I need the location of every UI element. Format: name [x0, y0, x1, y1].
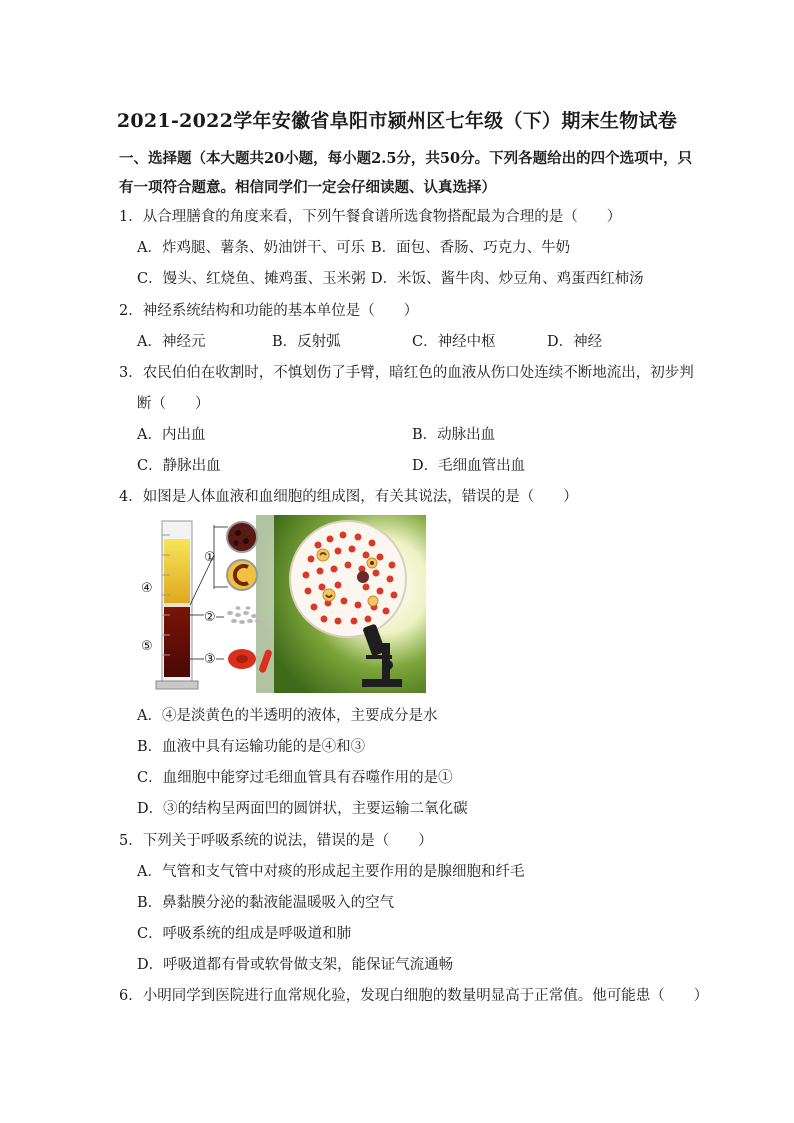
question-3-stem-line1: 3．农民伯伯在收割时，不慎划伤了手臂，暗红色的血液从伤口处连续不断地流出，初步判: [119, 365, 694, 381]
figure-label-2-text: ②: [204, 610, 216, 625]
figure-label-4-text: ④: [141, 581, 153, 596]
figure-label-5-text: ⑤: [141, 639, 153, 654]
question-3-option-a: A．内出血: [137, 427, 206, 443]
question-1-option-a: A．炸鸡腿、薯条、奶油饼干、可乐: [137, 240, 365, 256]
question-4-stem: 4．如图是人体血液和血细胞的组成图，有关其说法，错误的是（ ）: [119, 489, 578, 505]
question-3-option-c: C．静脉出血: [137, 458, 221, 474]
question-4-option-d: D．③的结构呈两面凹的圆饼状，主要运输二氧化碳: [137, 801, 468, 817]
question-2-option-a: A．神经元: [137, 334, 206, 350]
question-6-stem: 6．小明同学到医院进行血常规化验，发现白细胞的数量明显高于正常值。他可能患（ ）: [119, 988, 709, 1004]
section-heading-line1: 一、选择题（本大题共20小题，每小题2.5分，共50分。下列各题给出的四个选项中，只: [119, 150, 693, 167]
question-3-option-b: B．动脉出血: [412, 427, 496, 443]
question-5-option-b: B．鼻黏膜分泌的黏液能温暖吸入的空气: [137, 895, 395, 911]
figure-label-1-text: ①: [204, 550, 216, 565]
question-4-option-a: A．④是淡黄色的半透明的液体，主要成分是水: [137, 708, 438, 724]
figure-label-3-text: ③: [204, 652, 216, 667]
question-1-option-d: D．米饭、酱牛肉、炒豆角、鸡蛋西红柿汤: [371, 271, 644, 287]
question-4-option-b: B．血液中具有运输功能的是④和③: [137, 739, 366, 755]
question-4-option-c: C．血细胞中能穿过毛细血管具有吞噬作用的是①: [137, 770, 453, 786]
label-connectors: [190, 525, 228, 659]
question-2-option-d: D．神经: [547, 334, 603, 350]
question-2-option-b: B．反射弧: [272, 334, 341, 350]
question-3-stem-line2: 断（ ）: [137, 396, 210, 412]
question-5-option-a: A．气管和支气管中对痰的形成起主要作用的是腺细胞和纤毛: [137, 864, 525, 880]
question-3-option-d: D．毛细血管出血: [412, 458, 526, 474]
question-5-option-c: C．呼吸系统的组成是呼吸道和肺: [137, 926, 352, 942]
question-1-stem: 1．从合理膳食的角度来看，下列午餐食谱所选食物搭配最为合理的是（ ）: [119, 209, 622, 225]
question-5-stem: 5．下列关于呼吸系统的说法，错误的是（ ）: [119, 833, 433, 849]
blood-composition-figure: [148, 515, 426, 693]
test-tube: [156, 521, 198, 689]
blood-figure-svg: [148, 515, 426, 693]
question-2-stem: 2．神经系统结构和功能的基本单位是（ ）: [119, 303, 419, 319]
question-2-option-c: C．神经中枢: [412, 334, 496, 350]
question-1-option-c: C．馒头、红烧鱼、摊鸡蛋、玉米粥: [137, 271, 366, 287]
exam-title: 2021-2022学年安徽省阜阳市颍州区七年级（下）期末生物试卷: [116, 110, 678, 132]
section-heading-line2: 有一项符合题意。相信同学们一定会仔细读题、认真选择）: [119, 179, 496, 196]
question-5-option-d: D．呼吸道都有骨或软骨做支架，能保证气流通畅: [137, 957, 454, 973]
question-1-option-b: B．面包、香肠、巧克力、牛奶: [371, 240, 571, 256]
